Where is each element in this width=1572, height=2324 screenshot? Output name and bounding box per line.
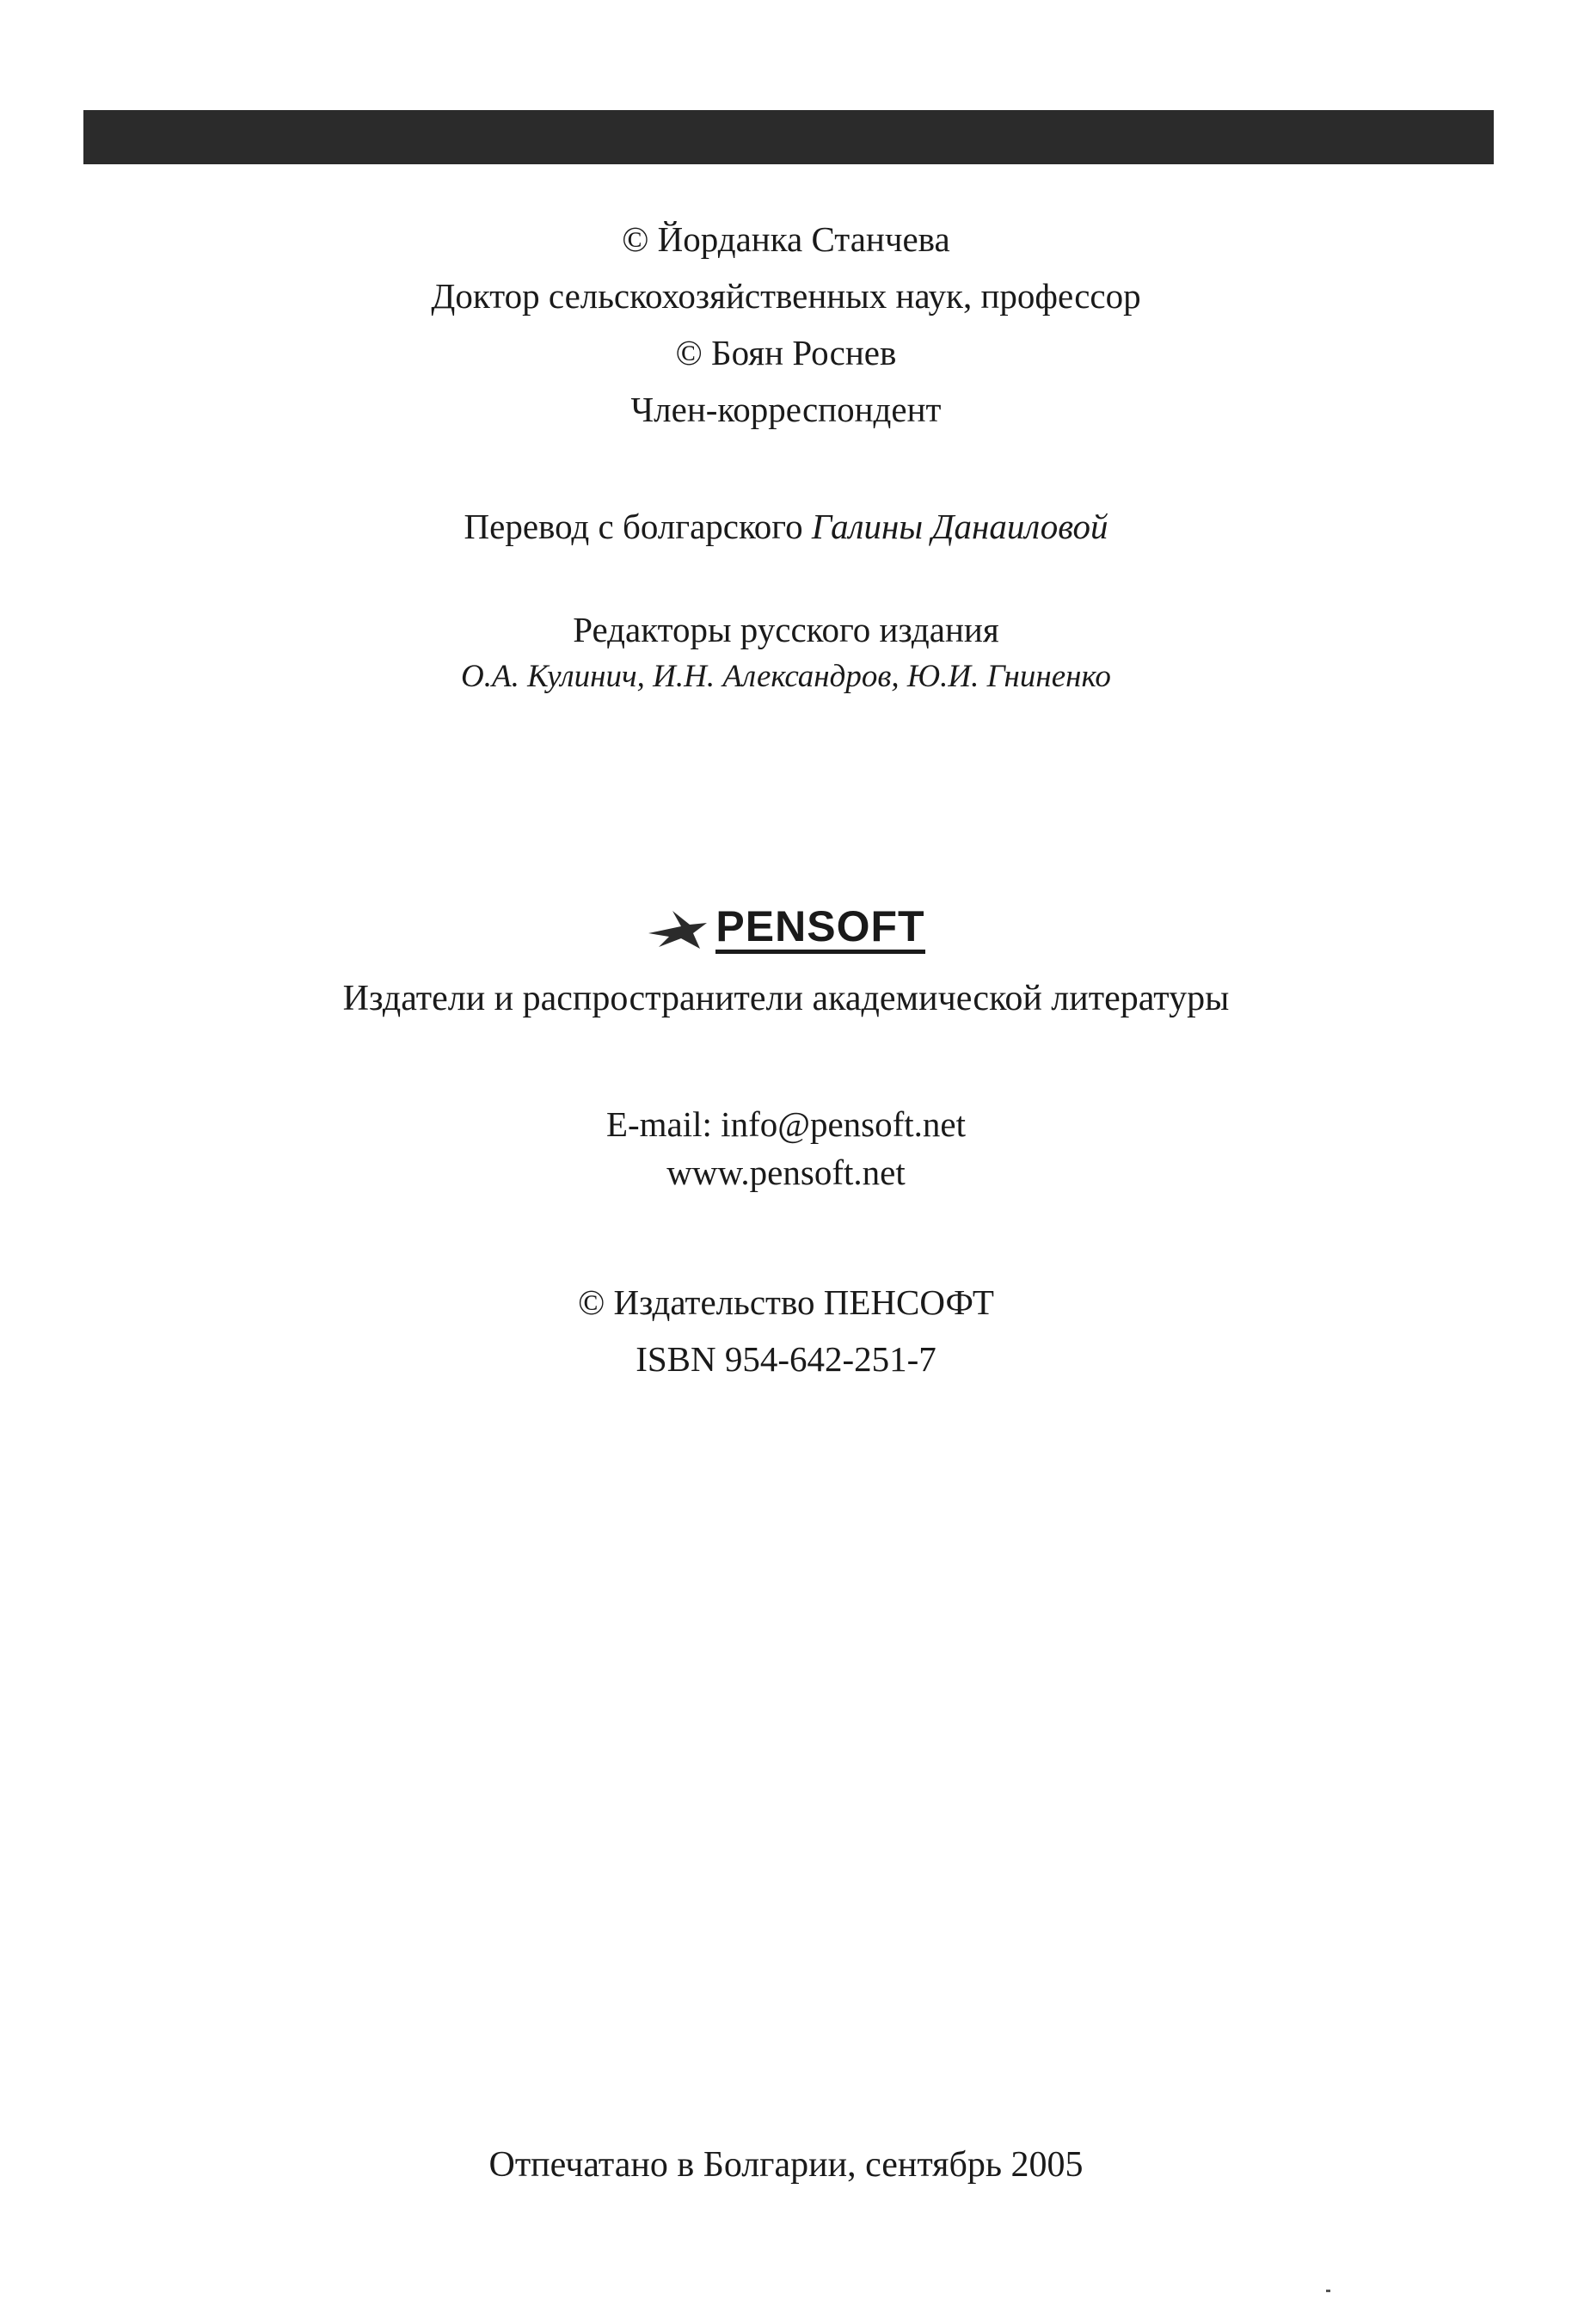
logo-wordmark: PENSOFT [715, 905, 924, 954]
isbn-line: ISBN 954-642-251-7 [636, 1339, 936, 1379]
author-1-title: Доктор сельскохозяйственных наук, профессор [431, 276, 1141, 316]
website-line: www.pensoft.net [666, 1153, 906, 1192]
authors-block [0, 219, 1572, 449]
scan-speck [1326, 2290, 1330, 2292]
publisher-tagline: Издатели и распространители академической литературы [342, 979, 1230, 1018]
email-line: E-mail: info@pensoft.net [605, 1104, 967, 1144]
printed-block [0, 2147, 1572, 2183]
publisher-block [0, 981, 1572, 1017]
translator-name: Галины Данаиловой [811, 507, 1108, 546]
editors-block [0, 612, 1572, 692]
logo-group [647, 902, 925, 954]
printed-line: Отпечатано в Болгарии, сентябрь 2005 [488, 2145, 1084, 2185]
bird-logo-icon [647, 907, 709, 952]
author-2-title: Член-корреспондент [630, 390, 942, 429]
translation-prefix: Перевод с болгарского [464, 507, 803, 546]
editors-heading: Редакторы русского издания [573, 610, 999, 649]
author-2: © Боян Роснев [675, 333, 897, 372]
contacts-block [0, 1104, 1572, 1203]
publisher-logo [0, 902, 1572, 965]
copyright-block [0, 1282, 1572, 1399]
publisher-copyright: © Издательство ПЕНСОФТ [578, 1282, 994, 1322]
editors-names: О.А. Кулинич, И.Н. Александров, Ю.И. Гниненко [461, 659, 1111, 694]
translation-line [0, 509, 1572, 566]
author-1: © Йорданка Станчева [622, 219, 950, 259]
header-bar [83, 110, 1494, 164]
translation-block [0, 509, 1572, 566]
